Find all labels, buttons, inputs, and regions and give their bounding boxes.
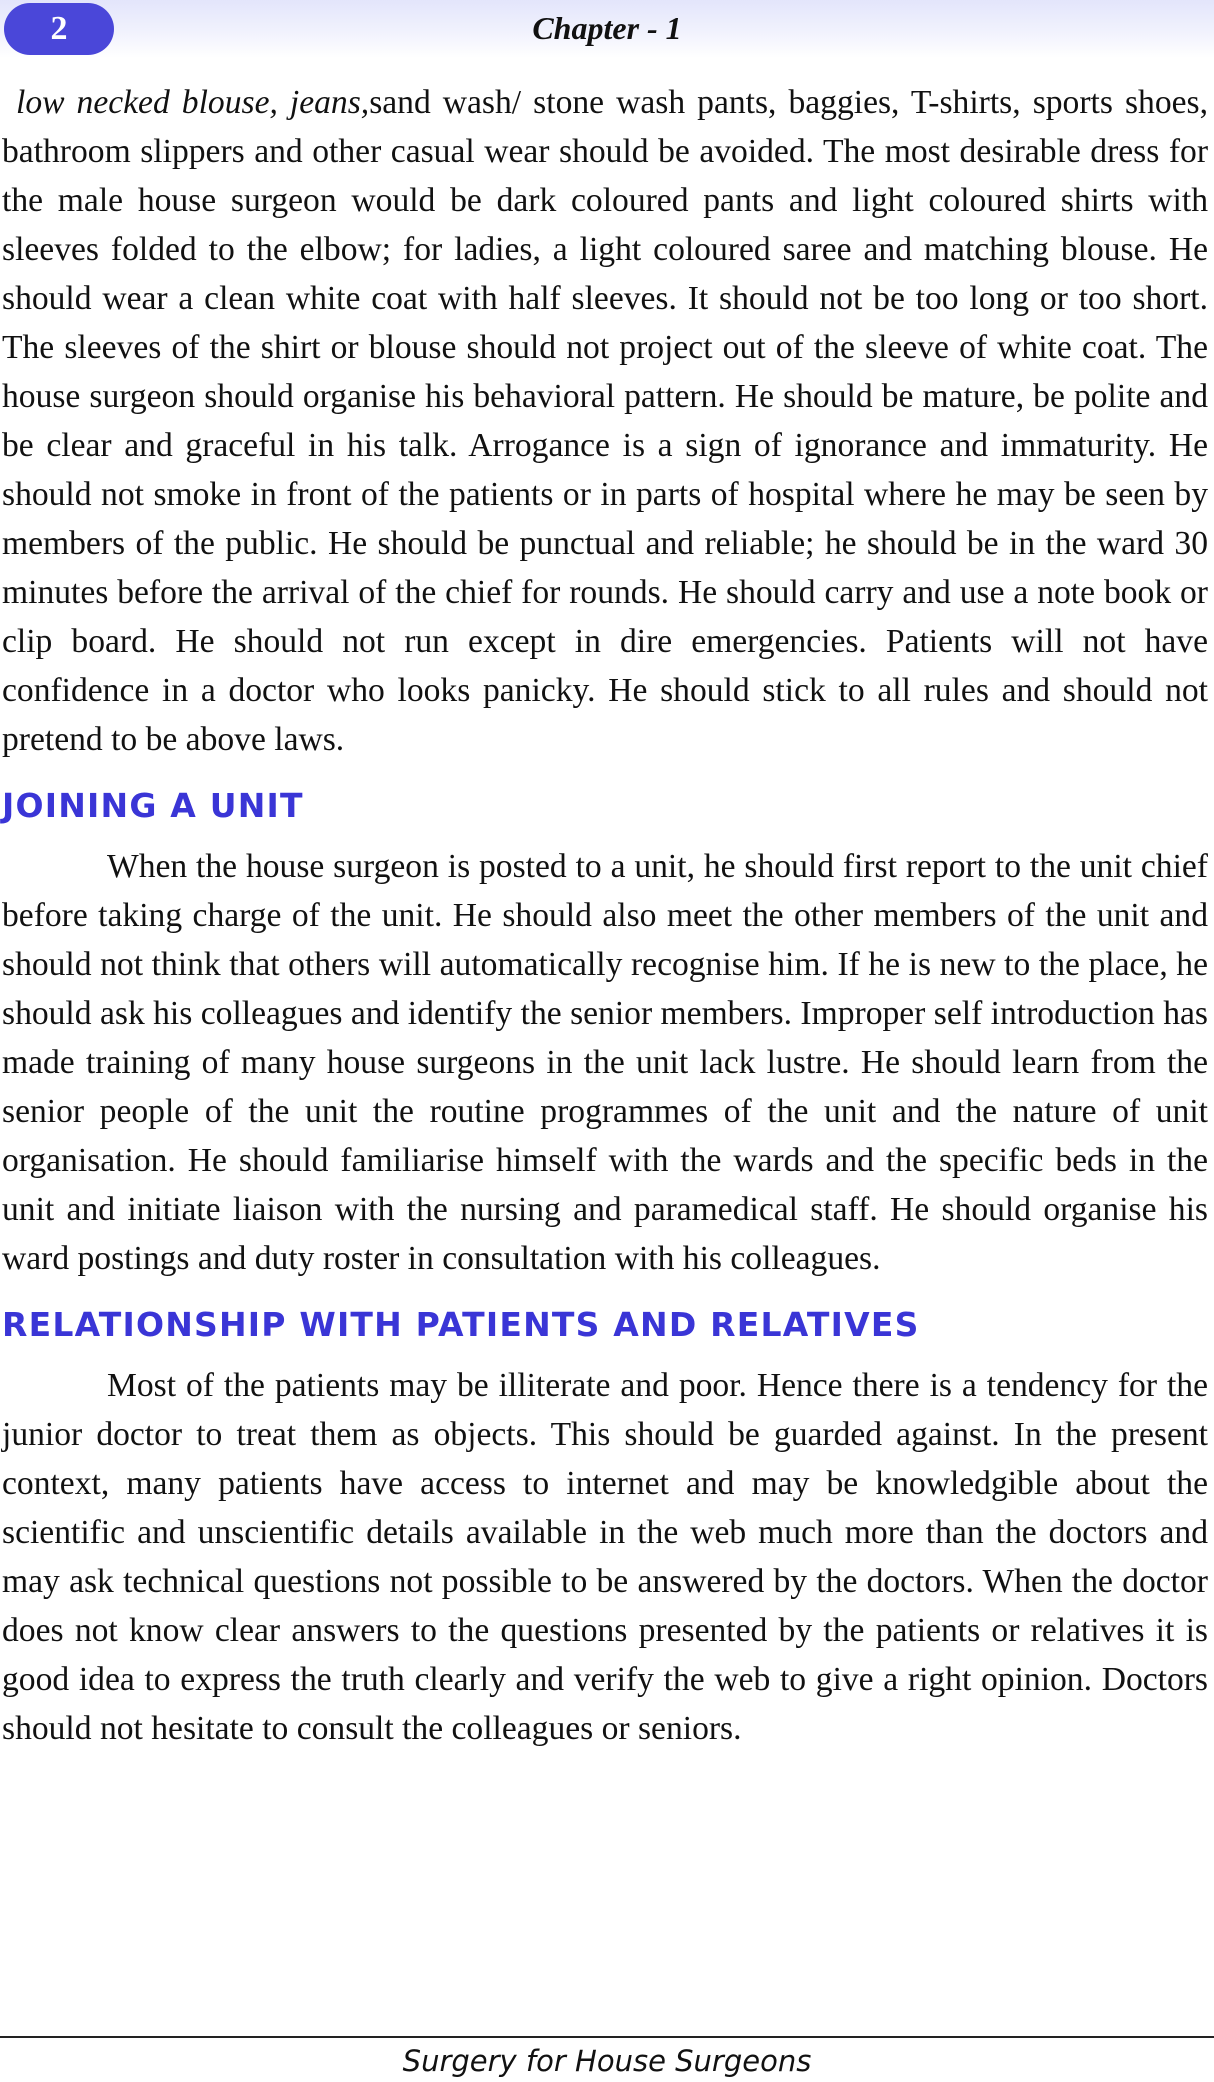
section-heading-joining-unit: JOINING A UNIT <box>2 786 304 825</box>
paragraph-relationship: Most of the patients may be illiterate and poor. Hence there is a tendency for the junior doctor to treat them as objects. This should be guarded against. In the present context, many patients have access to internet and may be knowledgible about the scientific and unscientific details available in the web much more than the doctors and may ask technical questions not possible to be answered by the doctors. When the doctor does not know clear answers to the questions presented by the patients or relatives it is good idea to express the truth clearly and verify the web to give a right opinion. Doctors should not hesitate to consult the colleagues or seniors. <box>2 1367 1208 1747</box>
section-heading-relationship: RELATIONSHIP WITH PATIENTS AND RELATIVES <box>2 1305 920 1344</box>
paragraph-text: sand wash/ stone wash pants, baggies, T-shirts, sports shoes, bathroom slippers and other casual wear should be avoided. The most desirable dress for the male house surgeon would be dark coloured pants and light coloured shirts with sleeves folded to the elbow; for ladies, a light coloured saree and matching blouse. He should wear a clean white coat with half sleeves. It should not be too long or too short. The sleeves of the shirt or blouse should not project out of the sleeve of white coat. The house surgeon should organise his behavioral pattern. He should be mature, be polite and be clear and graceful in his talk. Arrogance is a sign of ignorance and immaturity. He should not smoke in front of the patients or in parts of hospital where he may be seen by members of the public. He should be punctual and reliable; he should be in the ward 30 minutes before the arrival of the chief for rounds. He should carry and use a note book or clip board. He should not run except in dire emergencies. Patients will not have confidence in a doctor who looks panicky. He should stick to all rules and should not pretend to be above laws. <box>2 84 1208 758</box>
page-number-badge: 2 <box>4 3 114 55</box>
paragraph-dress-and-behaviour <box>2 78 1208 764</box>
paragraph-lead-italic: low necked blouse, jeans, <box>16 84 370 121</box>
paragraph-joining-unit: When the house surgeon is posted to a unit, he should first report to the unit chief before taking charge of the unit. He should also meet the other members of the unit and should not think that others will automatically recognise him. If he is new to the place, he should ask his colleagues and identify the senior members. Improper self introduction has made training of many house surgeons in the unit lack lustre. He should learn from the senior people of the unit the routine programmes of the unit and the nature of unit organisation. He should familiarise himself with the wards and the specific beds in the unit and initiate liaison with the nursing and paramedical staff. He should organise his ward postings and duty roster in consultation with his colleagues. <box>2 848 1208 1277</box>
chapter-title: Chapter - 1 <box>532 10 682 46</box>
footer-divider <box>0 2036 1214 2038</box>
page-header <box>0 0 1214 58</box>
footer-book-title: Surgery for House Surgeons <box>402 2044 812 2078</box>
page-content <box>2 78 1208 1753</box>
